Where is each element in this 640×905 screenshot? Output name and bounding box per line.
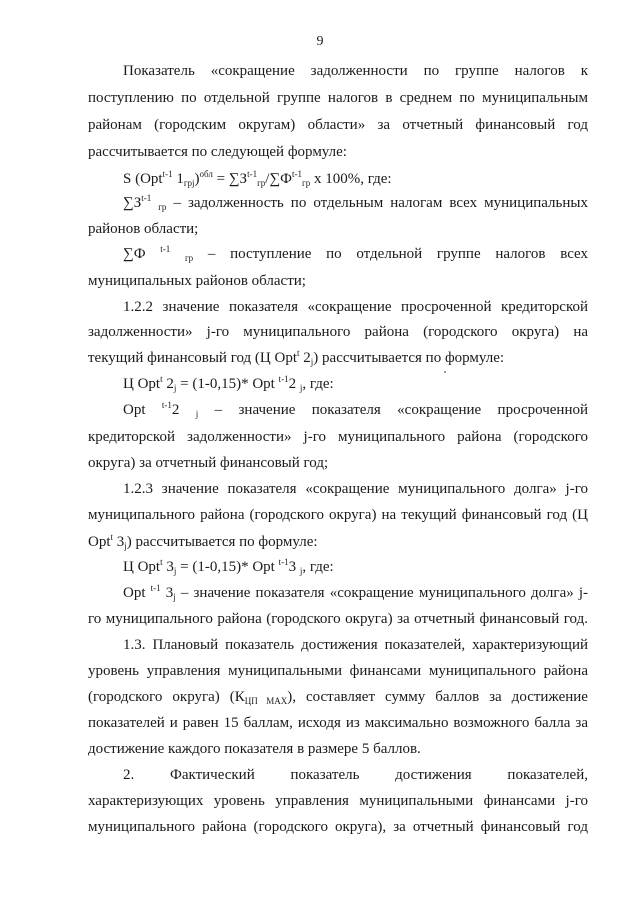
paragraph-line: текущий финансовый год (Ц Opt$^t$ $2_j$) рассчитывается по формуле: (88, 348, 505, 367)
definition-line: округа) за отчетный финансовый год; (88, 455, 329, 471)
paragraph-line: поступлению по отдельной группе налогов в среднем по муниципальным (88, 90, 588, 106)
paragraph-line: (городского округа) $(К_{ЦП MAX})$, составляет сумму баллов за достижение (88, 689, 588, 706)
paragraph-line: характеризующих уровень управления муниципальными финансами j-го (88, 793, 588, 809)
paragraph-line: рассчитывается по следующей формуле: (88, 144, 347, 160)
definition-line: кредиторской задолженности» j-го муниципального района (городского (88, 429, 588, 445)
paragraph-line: муниципального района (городского округа), за отчетный финансовый год (88, 819, 588, 835)
formula-line: Ц Opt$^t$ $3_j = (1-0,15)*$ Opt $^{t-1}$3 $_j$, где: (123, 557, 334, 576)
definition-line: Opt $^{t-1}$ $3_j$ – значение показателя «сокращение муниципального долга» j- (123, 583, 589, 602)
definition-line: районов области; (88, 221, 199, 237)
paragraph-line: уровень управления муниципальными финансами муниципального района (88, 663, 588, 679)
paragraph-line: показателей и равен 15 баллам, исходя из максимально возможного балла за (88, 715, 588, 731)
paragraph-line: 2. Фактический показатель достижения показателей, (123, 767, 588, 783)
paragraph-line: достижение каждого показателя в размере 5 баллов. (88, 741, 421, 757)
formula-line: Ц Opt$^t$ $2_j = (1-0,15)*$ Opt $^{t-1}$2 $_j$, где: (123, 374, 334, 393)
formula-line: S (Opt$^{t-1}$ $1_{грj})^{обл} = \sum З^{t-1}_{гр}/\sum Ф^{t-1}_{гр}$ х 100%, где: (123, 169, 392, 188)
definition-line: муниципальных районов области; (88, 273, 306, 289)
paragraph-line: Показатель «сокращение задолженности по группе налогов к (123, 63, 588, 79)
paragraph-line: 1.2.2 значение показателя «сокращение просроченной кредиторской (123, 299, 588, 315)
scan-speck (444, 371, 446, 373)
paragraph-line: 1.3. Плановый показатель достижения показателей, характеризующий (123, 637, 588, 653)
definition-line: $\sum З^{t-1}$ $_{гр}$ – задолженность по отдельным налогам всех муниципальных (123, 193, 588, 212)
paragraph-line: задолженности» j-го муниципального района (городского округа) на (88, 324, 588, 340)
paragraph-line: Opt$^t$ $3_j$) рассчитывается по формуле: (88, 532, 318, 551)
page-number: 9 (316, 34, 324, 49)
definition-line: го муниципального района (городского округа) за отчетный финансовый год. (88, 611, 588, 627)
definition-line: ∑Ф $^{t-1}$ $_{гр}$ – поступление по отдельной группе налогов всех (123, 244, 588, 263)
paragraph-line: муниципального района (городского округа) на текущий финансовый год (Ц (88, 507, 588, 523)
definition-line: Opt $^{t-1}$2 $_j$ – значение показателя «сокращение просроченной (123, 400, 589, 419)
paragraph-line: 1.2.3 значение показателя «сокращение муниципального долга» j-го (123, 481, 588, 497)
paragraph-line: районам (городским округам) области» за отчетный финансовый год (88, 117, 588, 133)
